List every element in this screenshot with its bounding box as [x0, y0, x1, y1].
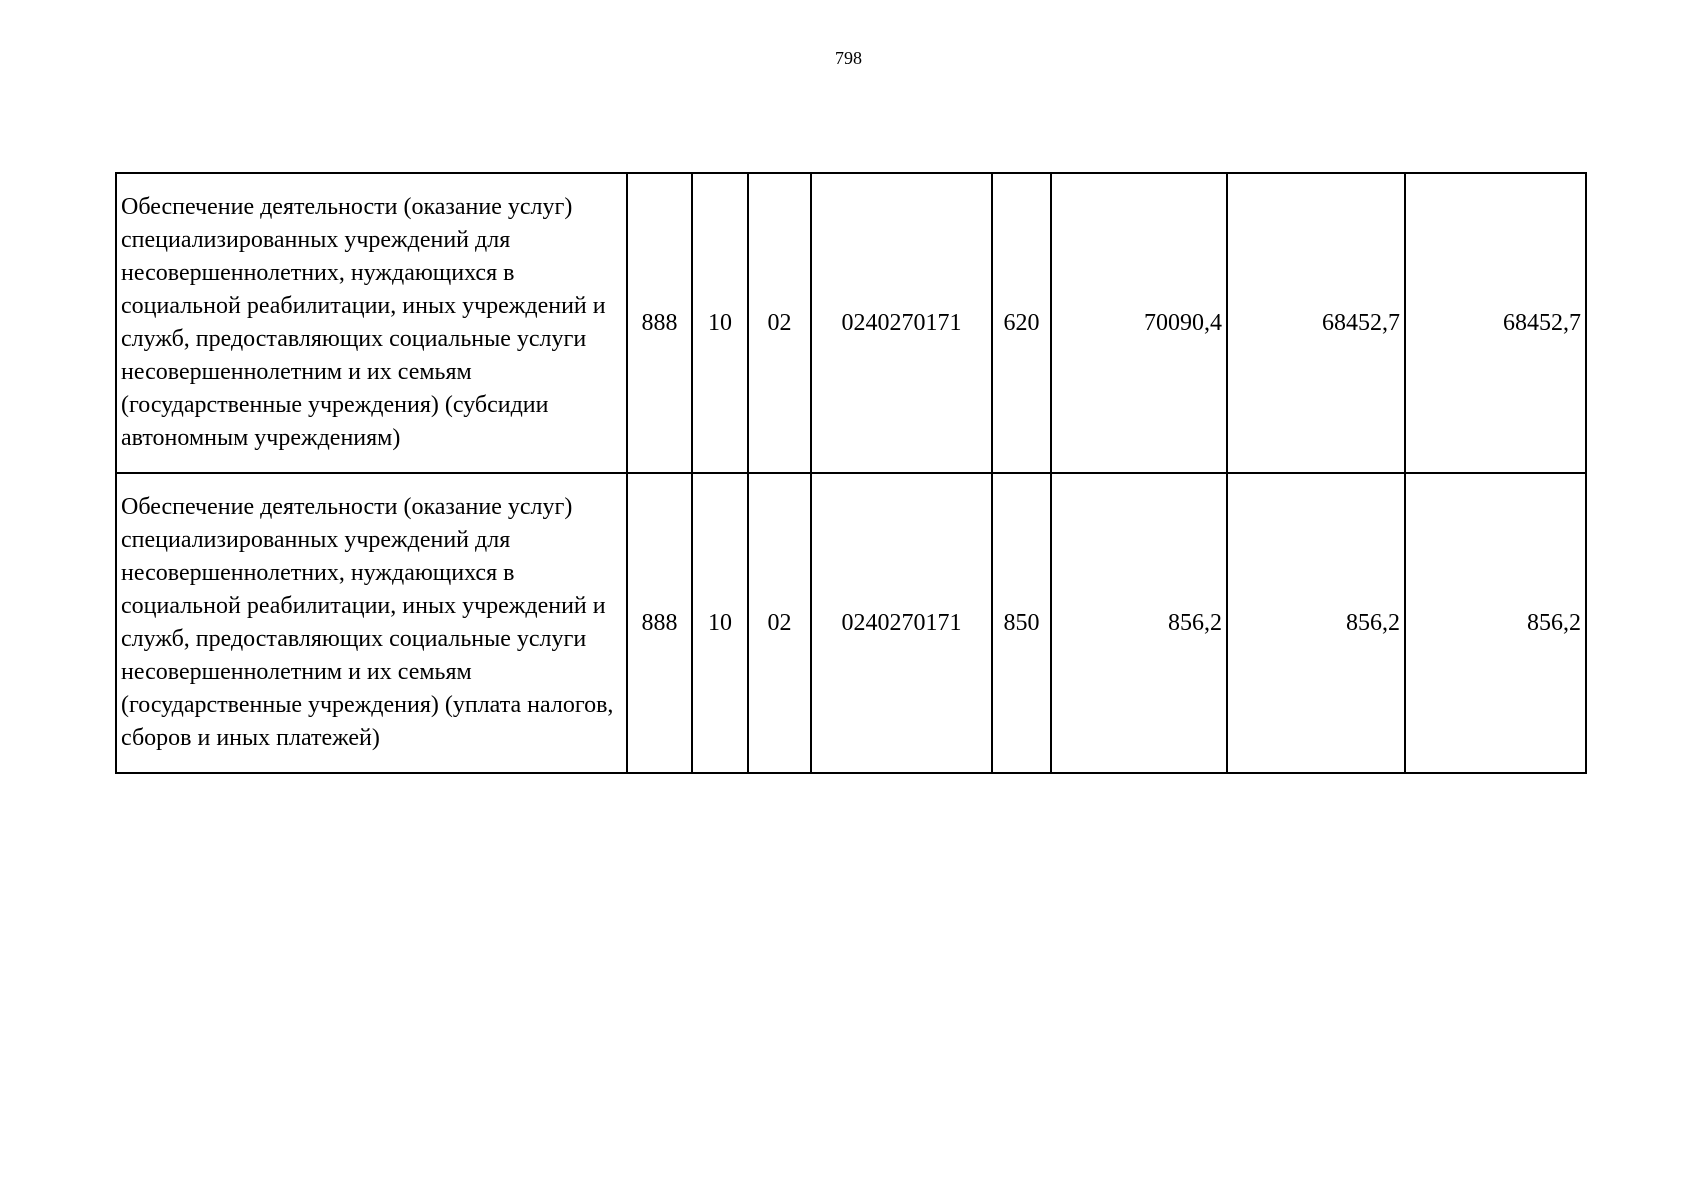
- row-description: Обеспечение деятельности (оказание услуг) специализированных учреждений для несовершеннолетних, нуждающихся в социальной реабилитации, иных учреждений и служб, предоставляющих социальные услуги несовершеннолетним и их семьям (государственные учреждения) (субсидии автономным учреждениям): [116, 173, 627, 473]
- expense-type-code: 850: [992, 473, 1051, 773]
- amount-2: 68452,7: [1227, 173, 1405, 473]
- amount-3: 68452,7: [1405, 173, 1586, 473]
- ministry-code: 888: [627, 173, 692, 473]
- amount-3: 856,2: [1405, 473, 1586, 773]
- expense-type-code: 620: [992, 173, 1051, 473]
- subsection-code: 02: [748, 173, 811, 473]
- amount-2: 856,2: [1227, 473, 1405, 773]
- section-code: 10: [692, 473, 748, 773]
- budget-table: [115, 172, 1587, 774]
- amount-1: 70090,4: [1051, 173, 1227, 473]
- target-article-code: 0240270171: [811, 473, 992, 773]
- amount-1: 856,2: [1051, 473, 1227, 773]
- target-article-code: 0240270171: [811, 173, 992, 473]
- subsection-code: 02: [748, 473, 811, 773]
- ministry-code: 888: [627, 473, 692, 773]
- section-code: 10: [692, 173, 748, 473]
- row-description: Обеспечение деятельности (оказание услуг) специализированных учреждений для несовершеннолетних, нуждающихся в социальной реабилитации, иных учреждений и служб, предоставляющих социальные услуги несовершеннолетним и их семьям (государственные учреждения) (уплата налогов, сборов и иных платежей): [116, 473, 627, 773]
- table-row: [116, 473, 1586, 773]
- table-row: [116, 173, 1586, 473]
- page-number: 798: [835, 48, 862, 68]
